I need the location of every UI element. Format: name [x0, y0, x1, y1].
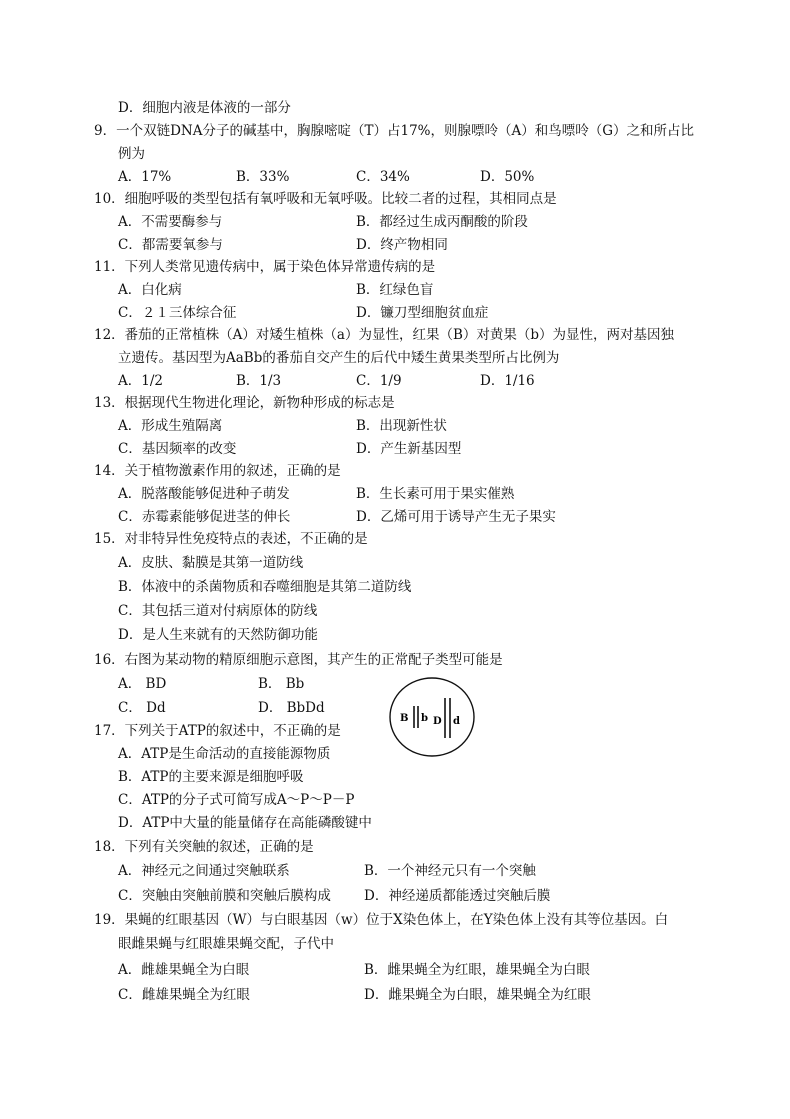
q12-option-d[interactable]: D．1/16: [480, 373, 535, 389]
q15-stem: 15．对非特异性免疫特点的表述，不正确的是: [94, 531, 368, 547]
q10-option-b[interactable]: B．都经过生成丙酮酸的阶段: [356, 214, 528, 230]
q16-option-d[interactable]: D． BbDd: [258, 700, 325, 716]
q9-stem-line1: 9．一个双链DNA分子的碱基中，胸腺嘧啶（T）占17%，则腺嘌呤（A）和鸟嘌呤（G）之和所占比: [94, 123, 695, 139]
q8-option-d: D．细胞内液是体液的一部分: [118, 100, 291, 116]
q10-option-d[interactable]: D．终产物相同: [356, 237, 448, 253]
spermatogonium-cell-diagram: [388, 676, 476, 758]
q14-option-b[interactable]: B．生长素可用于果实催熟: [356, 486, 515, 502]
q9-option-d[interactable]: D．50%: [480, 169, 535, 185]
q9-option-a[interactable]: A．17%: [118, 169, 172, 185]
q13-option-d[interactable]: D．产生新基因型: [356, 441, 462, 457]
q12-stem-line1: 12．番茄的正常植株（A）对矮生植株（a）为显性，红果（B）对黄果（b）为显性，两对基因独: [94, 327, 675, 343]
gene-label-B: B: [400, 713, 409, 724]
q12-stem-line2: 立遗传。基因型为AaBb的番茄自交产生的后代中矮生黄果类型所占比例为: [118, 350, 560, 366]
q18-option-c[interactable]: C．突触由突触前膜和突触后膜构成: [118, 888, 331, 904]
q12-option-b[interactable]: B．1/3: [236, 373, 282, 389]
q13-option-a[interactable]: A．形成生殖隔离: [118, 418, 223, 434]
q17-option-a[interactable]: A．ATP是生命活动的直接能源物质: [118, 746, 331, 762]
q16-option-a[interactable]: A． BD: [118, 676, 167, 692]
q10-option-c[interactable]: C．都需要氧参与: [118, 237, 223, 253]
q14-option-d[interactable]: D．乙烯可用于诱导产生无子果实: [356, 509, 556, 525]
q9-stem-line2: 例为: [118, 146, 145, 162]
q19-option-a[interactable]: A．雌雄果蝇全为白眼: [118, 962, 250, 978]
q17-option-d[interactable]: D．ATP中大量的能量储存在高能磷酸键中: [118, 815, 372, 831]
q13-option-b[interactable]: B．出现新性状: [356, 418, 447, 434]
q17-option-b[interactable]: B．ATP的主要来源是细胞呼吸: [118, 769, 304, 785]
q13-option-c[interactable]: C．基因频率的改变: [118, 441, 237, 457]
gene-label-b: b: [421, 713, 428, 724]
q16-option-c[interactable]: C． Dd: [118, 700, 166, 716]
q16-option-b[interactable]: B． Bb: [258, 676, 305, 692]
q15-option-b[interactable]: B．体液中的杀菌物质和吞噬细胞是其第二道防线: [118, 579, 412, 595]
q15-option-d[interactable]: D．是人生来就有的天然防御功能: [118, 627, 318, 643]
q18-stem: 18．下列有关突触的叙述，正确的是: [94, 839, 314, 855]
q9-option-c[interactable]: C．34%: [356, 169, 410, 185]
q13-stem: 13．根据现代生物进化理论，新物种形成的标志是: [94, 395, 395, 411]
q10-stem: 10．细胞呼吸的类型包括有氧呼吸和无氧呼吸。比较二者的过程，其相同点是: [94, 191, 557, 207]
gene-label-d: d: [453, 716, 460, 727]
q14-stem: 14．关于植物激素作用的叙述，正确的是: [94, 463, 341, 479]
q17-stem: 17．下列关于ATP的叙述中，不正确的是: [94, 723, 341, 739]
q15-option-a[interactable]: A．皮肤、黏膜是其第一道防线: [118, 555, 304, 571]
q11-option-b[interactable]: B．红绿色盲: [356, 282, 434, 298]
q17-option-c[interactable]: C．ATP的分子式可简写成A～P～P－P: [118, 792, 355, 808]
q16-stem: 16．右图为某动物的精原细胞示意图，其产生的正常配子类型可能是: [94, 652, 503, 668]
q19-option-b[interactable]: B．雌果蝇全为红眼，雄果蝇全为白眼: [364, 962, 590, 978]
q19-option-d[interactable]: D．雌果蝇全为白眼，雄果蝇全为红眼: [364, 987, 591, 1003]
q14-option-a[interactable]: A．脱落酸能够促进种子萌发: [118, 486, 290, 502]
q10-option-a[interactable]: A．不需要酶参与: [118, 214, 223, 230]
q11-option-a[interactable]: A．白化病: [118, 282, 182, 298]
q12-option-c[interactable]: C．1/9: [356, 373, 402, 389]
q9-option-b[interactable]: B．33%: [236, 169, 290, 185]
q19-stem-line2: 眼雌果蝇与红眼雄果蝇交配，子代中: [118, 936, 334, 952]
q18-option-d[interactable]: D．神经递质都能透过突触后膜: [364, 888, 551, 904]
q15-option-c[interactable]: C．其包括三道对付病原体的防线: [118, 603, 318, 619]
q14-option-c[interactable]: C．赤霉素能够促进茎的伸长: [118, 509, 291, 525]
gene-label-D: D: [433, 716, 442, 727]
q12-option-a[interactable]: A．1/2: [118, 373, 163, 389]
q18-option-a[interactable]: A．神经元之间通过突触联系: [118, 863, 290, 879]
q11-stem: 11．下列人类常见遗传病中，属于染色体异常遗传病的是: [94, 259, 436, 275]
q19-option-c[interactable]: C．雌雄果蝇全为红眼: [118, 987, 250, 1003]
q19-stem-line1: 19．果蝇的红眼基因（W）与白眼基因（w）位于X染色体上，在Y染色体上没有其等位基因。白: [94, 912, 669, 928]
q18-option-b[interactable]: B．一个神经元只有一个突触: [364, 863, 536, 879]
q11-option-c[interactable]: C．２１三体综合征: [118, 305, 237, 321]
q11-option-d[interactable]: D．镰刀型细胞贫血症: [356, 305, 489, 321]
